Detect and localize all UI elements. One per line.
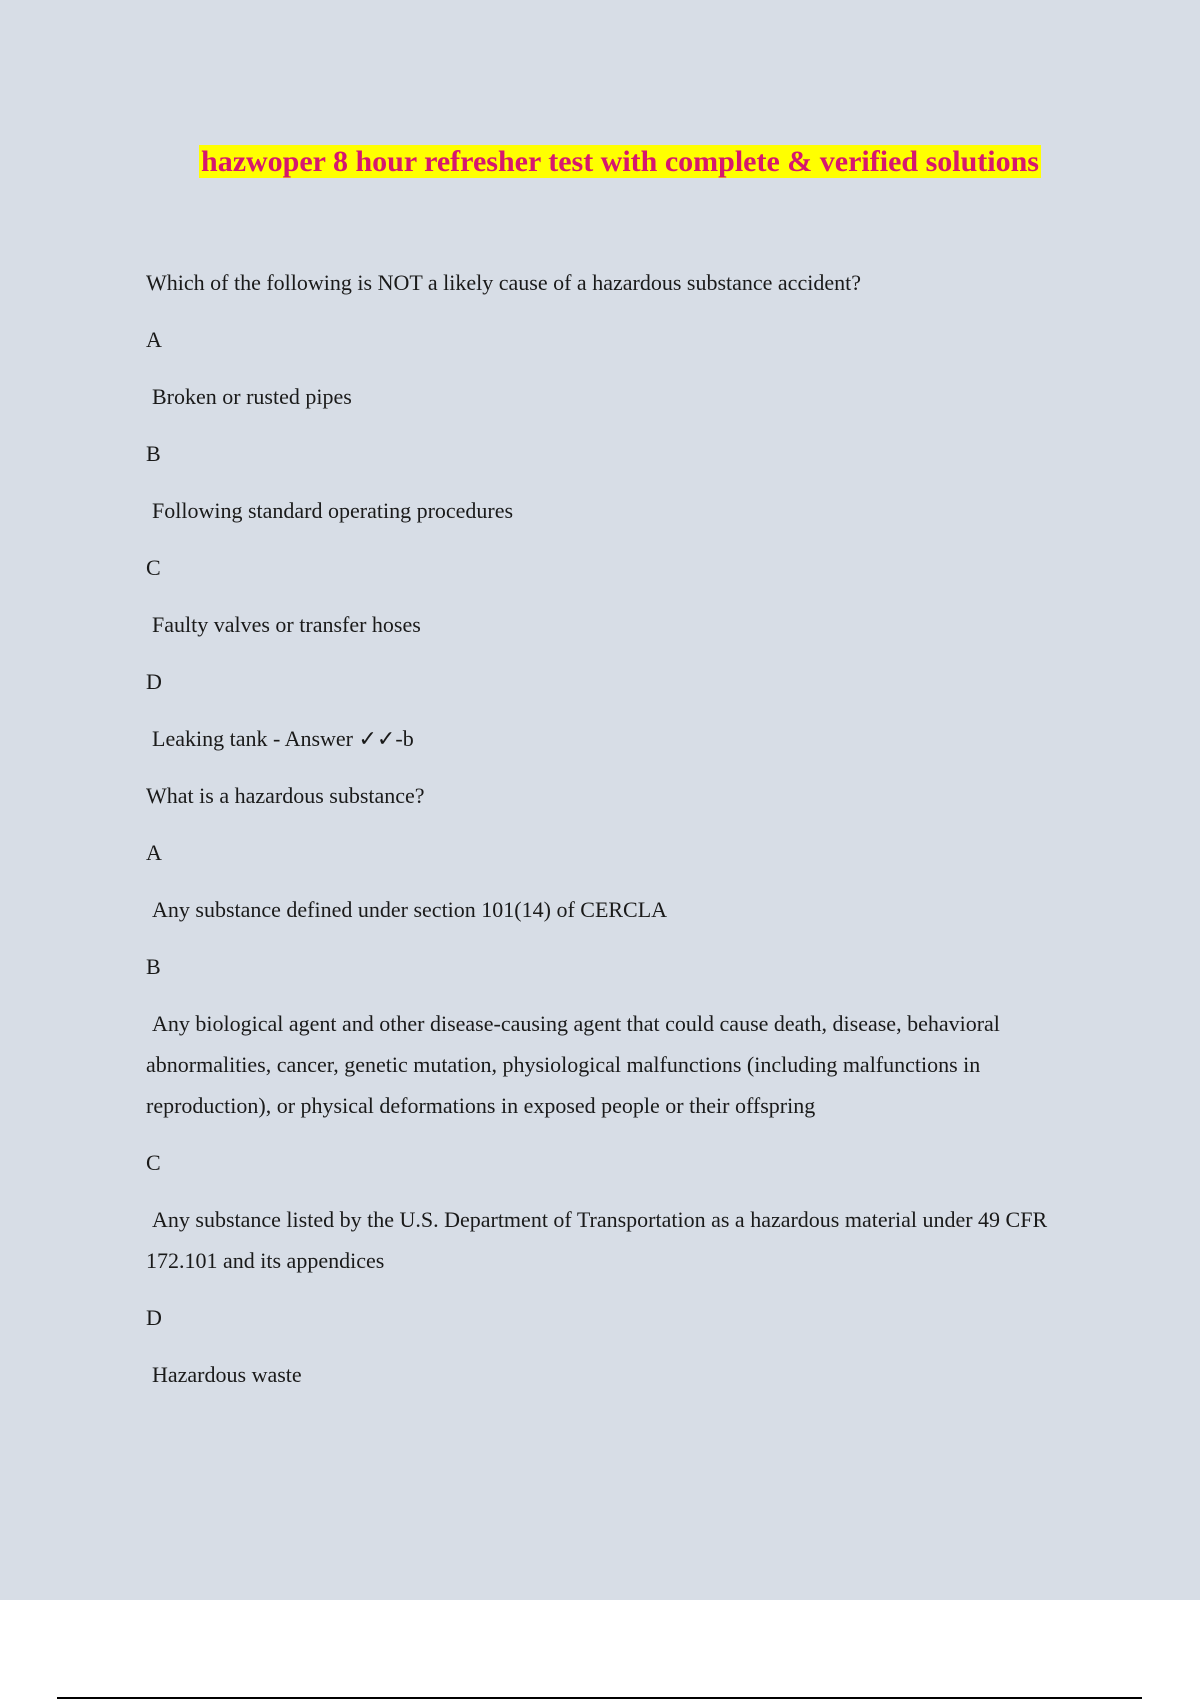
option-text: Any biological agent and other disease-causing agent that could cause death, disease, behavioral abnormalities, cancer, genetic mutation, physiological malfunctions (including malfunctions in reproduction), or physical deformations in exposed people or their offspring bbox=[146, 1011, 1000, 1118]
option-letter: C bbox=[146, 1150, 161, 1175]
option-text-with-answer: Leaking tank - Answer ✓✓-b bbox=[152, 726, 414, 751]
option-letter: D bbox=[146, 1305, 162, 1330]
option-letter: B bbox=[146, 441, 161, 466]
option-letter: C bbox=[146, 555, 161, 580]
option-text: Any substance listed by the U.S. Department of Transportation as a hazardous material under 49 CFR 172.101 and its appendices bbox=[146, 1207, 1048, 1273]
option-text: Faulty valves or transfer hoses bbox=[152, 612, 421, 637]
question-text: What is a hazardous substance? bbox=[146, 783, 425, 808]
footer-rule bbox=[57, 1697, 1142, 1699]
option-text: Hazardous waste bbox=[152, 1362, 302, 1387]
option-text: Broken or rusted pipes bbox=[152, 384, 352, 409]
title-highlight: hazwoper 8 hour refresher test with complete & verified solutions bbox=[201, 145, 1039, 178]
document-body bbox=[146, 262, 1086, 1411]
option-letter: A bbox=[146, 840, 162, 865]
option-text: Any substance defined under section 101(14) of CERCLA bbox=[152, 897, 668, 922]
document-title bbox=[0, 142, 1200, 182]
question-text: Which of the following is NOT a likely cause of a hazardous substance accident? bbox=[146, 270, 861, 295]
option-letter: D bbox=[146, 669, 162, 694]
option-letter: A bbox=[146, 327, 162, 352]
option-letter: B bbox=[146, 954, 161, 979]
option-text: Following standard operating procedures bbox=[152, 498, 514, 523]
